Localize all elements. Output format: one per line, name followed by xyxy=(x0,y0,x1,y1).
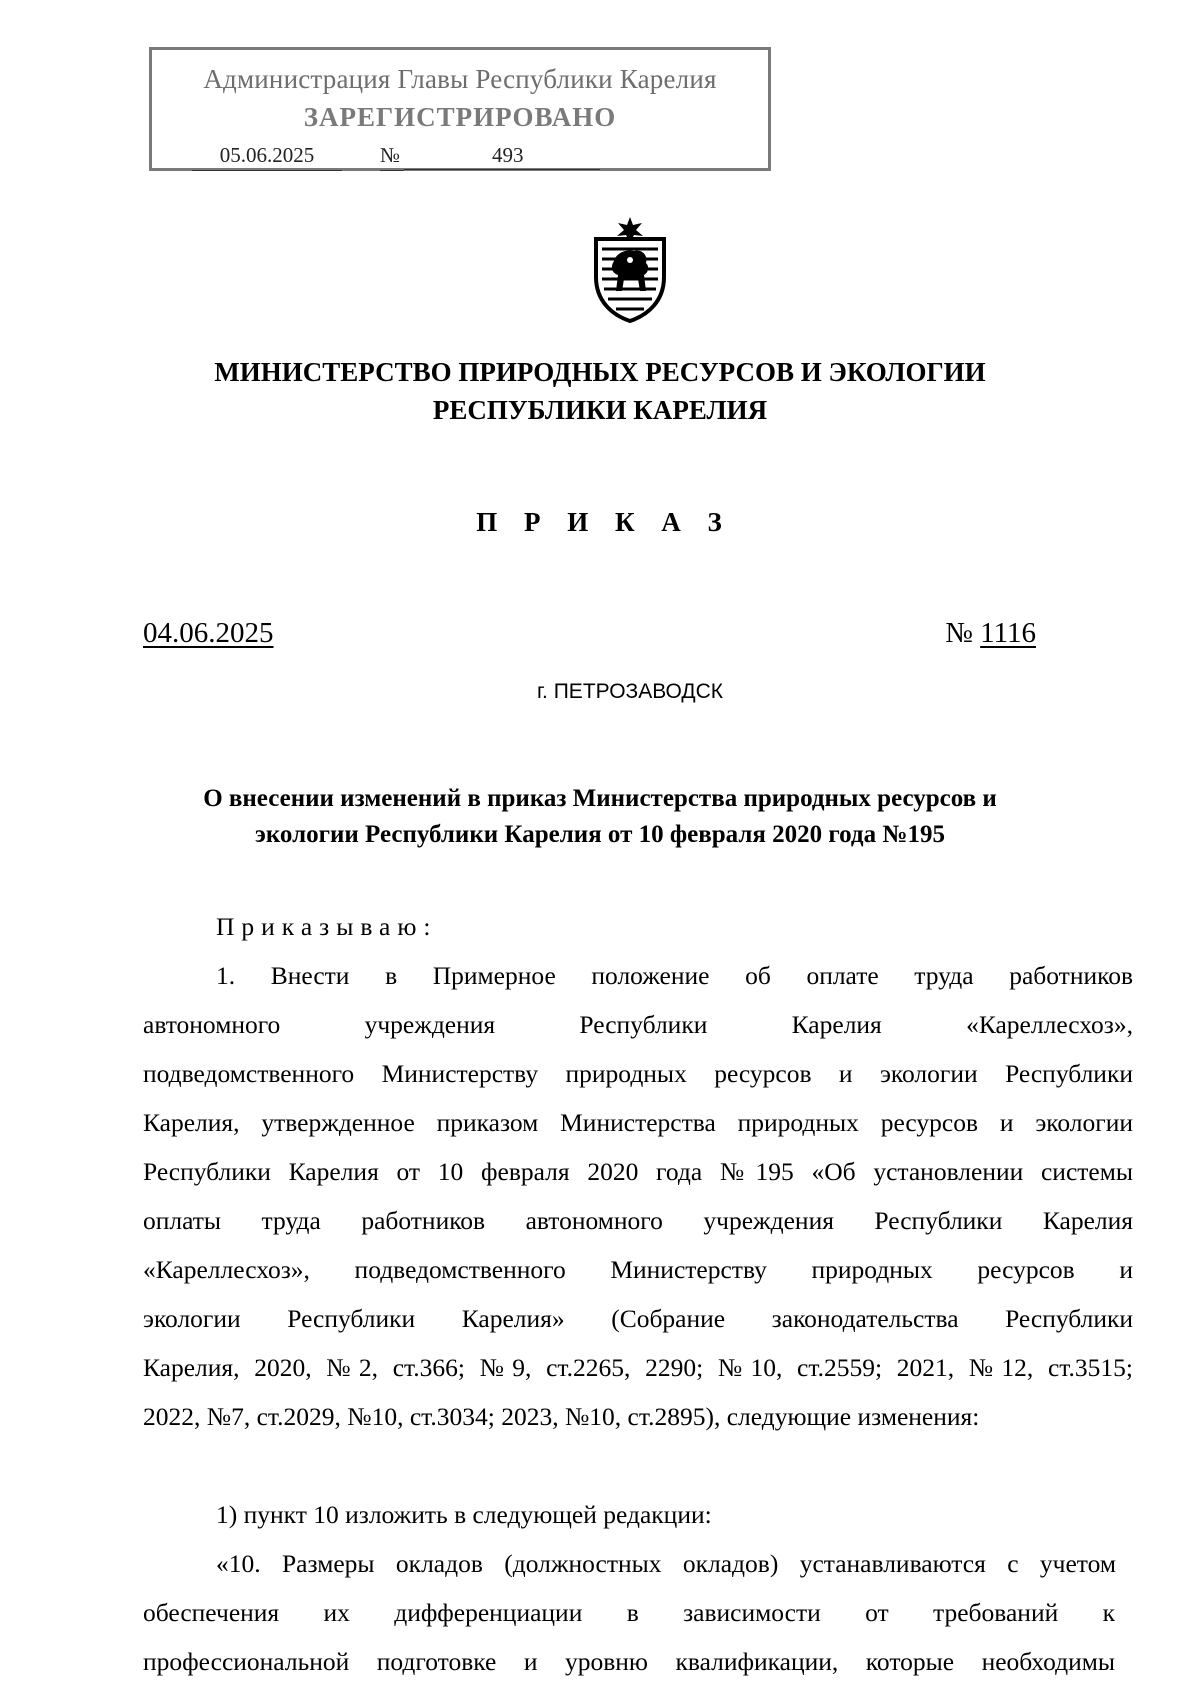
paragraph-line: 2022, №7, ст.2029, №10, ст.3034; 2023, №10, ст.2895), следующие изменения: xyxy=(143,1402,980,1431)
stamp-date: 05.06.2025 xyxy=(192,142,342,171)
paragraph-line: экологии Республики Карелия» (Собрание законодательства Республики xyxy=(143,1304,1133,1333)
paragraph-line: 1. Внести в Примерное положение об оплате труда работников xyxy=(216,961,1133,990)
paragraph-line: «10. Размеры окладов (должностных окладов) устанавливаются с учетом xyxy=(216,1549,1116,1578)
order-date: 04.06.2025 xyxy=(143,617,274,649)
paragraph-line: автономного учреждения Республики Карелия «Кареллесхоз», xyxy=(143,1010,1133,1039)
paragraph-line: Карелия, утвержденное приказом Министерства природных ресурсов и экологии xyxy=(143,1108,1133,1137)
stamp-number-label: № xyxy=(380,142,404,171)
list-item: 1) пункт 10 изложить в следующей редакции: xyxy=(216,1500,712,1529)
paragraph-line: обеспечения их дифференциации в зависимости от требований к xyxy=(143,1598,1115,1627)
paragraph-line: профессиональной подготовке и уровню квалификации, которые необходимы xyxy=(143,1647,1115,1676)
registration-stamp xyxy=(149,47,771,171)
subject-line-1: О внесении изменений в приказ Министерства природных ресурсов и xyxy=(203,785,997,812)
ministry-line-1: МИНИСТЕРСТВО ПРИРОДНЫХ РЕСУРСОВ И ЭКОЛОГИИ xyxy=(214,357,986,387)
stamp-number: 493 xyxy=(404,142,600,170)
ministry-line-2: РЕСПУБЛИКИ КАРЕЛИЯ xyxy=(432,395,768,425)
stamp-title: Администрация Главы Республики Карелия xyxy=(203,64,717,94)
order-city: г. ПЕТРОЗАВОДСК xyxy=(536,680,724,703)
document-type: П Р И К А З xyxy=(476,507,732,537)
karelia-coat-of-arms-icon xyxy=(586,215,674,323)
paragraph-line: «Кареллесхоз», подведомственного Министерству природных ресурсов и xyxy=(143,1255,1133,1284)
ministry-header xyxy=(0,353,1200,429)
order-number-label: № xyxy=(945,617,973,649)
subject-line-2: экологии Республики Карелия от 10 февраля 2020 года №195 xyxy=(255,821,945,848)
paragraph-line: Республики Карелия от 10 февраля 2020 года №195 «Об установлении системы xyxy=(143,1157,1133,1186)
order-word: Приказываю: xyxy=(216,912,438,941)
order-number: 1116 xyxy=(980,617,1036,649)
paragraph-line: Карелия, 2020, №2, ст.366; №9, ст.2265, 2290; №10, ст.2559; 2021, №12, ст.3515; xyxy=(143,1353,1133,1382)
order-subject xyxy=(150,781,1050,853)
paragraph-line: оплаты труда работников автономного учреждения Республики Карелия xyxy=(143,1206,1133,1235)
stamp-status: ЗАРЕГИСТРИРОВАНО xyxy=(303,102,617,132)
paragraph-line: подведомственного Министерству природных ресурсов и экологии Республики xyxy=(143,1059,1133,1088)
order-number-block xyxy=(945,617,1036,650)
